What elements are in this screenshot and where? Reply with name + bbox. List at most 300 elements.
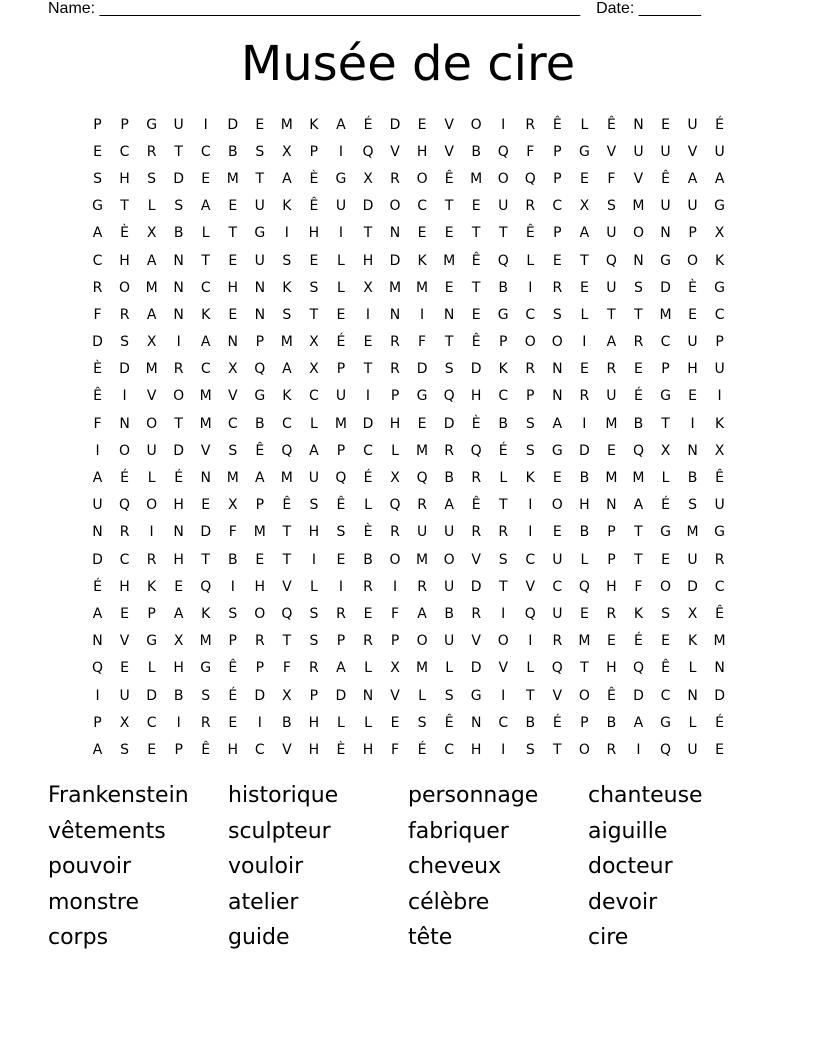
grid-letter: Q <box>119 497 131 514</box>
grid-letter: I <box>176 334 181 351</box>
grid-letter: É <box>715 714 725 731</box>
grid-letter: E <box>552 524 562 541</box>
grid-letter: R <box>498 524 509 541</box>
grid-letter: S <box>147 170 157 187</box>
grid-letter: D <box>119 361 130 378</box>
grid-letter: R <box>471 605 482 622</box>
grid-letter: O <box>389 198 401 215</box>
grid-letter: C <box>200 361 211 378</box>
grid-letter: S <box>201 687 211 704</box>
grid-letter: T <box>282 524 292 541</box>
header <box>48 0 701 18</box>
grid-letter: P <box>390 388 400 405</box>
grid-letter: M <box>605 470 618 487</box>
word-search-grid <box>84 111 733 764</box>
grid-letter: A <box>200 334 211 351</box>
word-list-item: sculpteur <box>228 818 331 844</box>
grid-row <box>84 573 733 600</box>
grid-letter: I <box>122 388 127 405</box>
grid-letter: V <box>471 633 481 650</box>
grid-letter: S <box>282 252 292 269</box>
grid-letter: F <box>634 578 643 595</box>
grid-letter: R <box>525 361 536 378</box>
grid-letter: X <box>660 442 671 459</box>
word-list-item: cheveux <box>408 854 502 879</box>
grid-letter: Q <box>497 252 509 269</box>
grid-letter: P <box>93 116 102 133</box>
grid-letter: R <box>525 198 536 215</box>
grid-letter: P <box>174 741 183 758</box>
grid-letter: X <box>146 334 157 351</box>
grid-letter: L <box>147 198 156 215</box>
grid-letter: T <box>661 415 670 432</box>
grid-letter: A <box>336 116 346 133</box>
grid-letter: B <box>471 143 481 160</box>
grid-row <box>84 111 733 138</box>
grid-letter: Q <box>524 170 536 187</box>
grid-letter: T <box>444 334 454 351</box>
grid-letter: R <box>254 633 265 650</box>
grid-letter: X <box>146 225 157 242</box>
grid-letter: E <box>363 605 373 622</box>
grid-letter: U <box>606 388 617 405</box>
grid-letter: E <box>228 198 238 215</box>
grid-letter: G <box>660 714 671 731</box>
grid-letter: U <box>687 116 698 133</box>
grid-letter: K <box>282 279 292 296</box>
grid-letter: T <box>607 306 616 323</box>
grid-letter: T <box>174 415 183 432</box>
grid-letter: E <box>390 714 400 731</box>
grid-letter: P <box>499 334 508 351</box>
grid-letter: T <box>634 306 643 323</box>
grid-letter: B <box>633 415 644 432</box>
grid-letter: X <box>119 714 130 731</box>
grid-letter: C <box>281 415 292 432</box>
grid-letter: C <box>146 714 157 731</box>
grid-letter: H <box>227 741 239 758</box>
grid-letter: K <box>147 578 157 595</box>
grid-letter: Ê <box>715 605 725 622</box>
word-list-item: historique <box>228 783 339 808</box>
grid-letter: E <box>147 741 157 758</box>
page-title: Musée de cire <box>240 36 576 92</box>
grid-letter: E <box>579 361 589 378</box>
grid-letter: B <box>227 143 238 160</box>
grid-letter: L <box>201 225 210 242</box>
grid-letter: A <box>309 442 319 459</box>
grid-letter: Q <box>281 442 293 459</box>
grid-letter: E <box>579 170 589 187</box>
grid-letter: I <box>365 306 371 323</box>
grid-letter: P <box>309 687 319 704</box>
grid-letter: È <box>309 170 319 187</box>
grid-letter: Q <box>470 442 482 459</box>
grid-letter: R <box>417 578 427 595</box>
grid-letter: É <box>634 388 643 405</box>
grid-letter: S <box>525 415 535 432</box>
grid-letter: T <box>120 198 129 215</box>
grid-letter: O <box>146 497 158 514</box>
grid-letter: B <box>173 225 184 242</box>
grid-letter: O <box>659 578 672 595</box>
grid-letter: Ê <box>471 334 481 351</box>
grid-letter: T <box>580 660 589 677</box>
grid-letter: Q <box>632 442 644 459</box>
grid-letter: X <box>714 442 725 459</box>
grid-letter: R <box>173 361 184 378</box>
grid-letter: R <box>525 116 536 133</box>
grid-letter: V <box>552 687 563 704</box>
word-list-item: chanteuse <box>588 783 703 808</box>
grid-letter: M <box>280 116 293 133</box>
grid-letter: É <box>498 442 508 459</box>
grid-letter: T <box>363 225 373 242</box>
grid-letter: E <box>120 605 129 622</box>
grid-letter: P <box>580 714 589 731</box>
grid-letter: L <box>580 551 589 568</box>
grid-letter: M <box>226 170 239 187</box>
grid-letter: D <box>92 334 103 351</box>
grid-letter: Q <box>92 660 104 677</box>
grid-letter: U <box>254 198 265 215</box>
grid-letter: A <box>552 415 563 432</box>
grid-letter: I <box>420 306 425 323</box>
grid-letter: X <box>309 361 319 378</box>
grid-letter: E <box>336 551 346 568</box>
grid-letter: A <box>579 225 590 242</box>
grid-letter: Q <box>551 660 563 677</box>
grid-letter: L <box>337 252 345 269</box>
grid-letter: T <box>471 225 481 242</box>
grid-letter: E <box>606 442 616 459</box>
grid-letter: M <box>253 524 266 541</box>
grid-letter: E <box>552 470 562 487</box>
grid-letter: N <box>552 388 563 405</box>
grid-letter: C <box>363 442 373 459</box>
grid-letter: L <box>499 470 508 487</box>
grid-letter: S <box>552 306 562 323</box>
grid-letter: I <box>392 578 398 595</box>
grid-letter: P <box>120 116 129 133</box>
grid-letter: D <box>362 415 374 432</box>
word-list-item: docteur <box>588 854 673 879</box>
grid-letter: O <box>119 279 131 296</box>
grid-letter: M <box>280 470 293 487</box>
grid-letter: T <box>201 551 210 568</box>
grid-letter: B <box>525 714 536 731</box>
grid-letter: G <box>146 116 158 133</box>
grid-letter: U <box>552 551 563 568</box>
grid-letter: K <box>309 116 319 133</box>
grid-letter: C <box>200 279 211 296</box>
grid-letter: E <box>579 279 589 296</box>
grid-letter: S <box>634 279 643 296</box>
grid-letter: R <box>714 551 725 568</box>
grid-letter: O <box>416 170 428 187</box>
grid-letter: E <box>471 198 481 215</box>
grid-letter: C <box>714 306 725 323</box>
grid-letter: A <box>444 497 454 514</box>
grid-letter: C <box>498 714 509 731</box>
grid-letter: S <box>498 551 508 568</box>
grid-letter: L <box>337 279 345 296</box>
grid-letter: E <box>634 361 643 378</box>
grid-letter: S <box>309 279 319 296</box>
grid-letter: L <box>526 660 535 677</box>
grid-letter: C <box>552 198 563 215</box>
grid-letter: Q <box>605 252 617 269</box>
grid-letter: T <box>634 551 643 568</box>
grid-letter: E <box>201 170 211 187</box>
word-list-item: guide <box>228 925 290 950</box>
grid-row <box>84 546 733 573</box>
grid-letter: N <box>633 116 644 133</box>
grid-letter: P <box>715 334 724 351</box>
grid-letter: T <box>255 170 265 187</box>
grid-letter: R <box>471 524 482 541</box>
grid-letter: K <box>525 470 535 487</box>
grid-letter: M <box>334 415 347 432</box>
grid-letter: L <box>364 497 372 514</box>
grid-letter: M <box>199 415 212 432</box>
grid-letter: D <box>200 524 212 541</box>
grid-letter: A <box>282 361 292 378</box>
grid-letter: O <box>254 605 266 622</box>
grid-letter: M <box>416 442 429 459</box>
grid-letter: X <box>363 170 373 187</box>
grid-letter: V <box>119 633 130 650</box>
grid-letter: I <box>95 687 100 704</box>
grid-letter: O <box>551 497 563 514</box>
grid-letter: É <box>661 497 670 514</box>
grid-letter: L <box>309 578 318 595</box>
grid-row <box>84 437 733 464</box>
grid-letter: M <box>578 633 591 650</box>
grid-letter: N <box>606 497 617 514</box>
grid-letter: C <box>200 143 211 160</box>
grid-letter: A <box>282 170 292 187</box>
grid-letter: I <box>311 551 316 568</box>
grid-letter: I <box>717 388 722 405</box>
grid-letter: V <box>444 143 454 160</box>
word-list-item: monstre <box>48 889 140 915</box>
grid-letter: O <box>416 633 428 650</box>
grid-letter: G <box>660 388 671 405</box>
grid-letter: V <box>687 143 698 160</box>
grid-letter: S <box>444 687 454 704</box>
grid-letter: H <box>687 361 698 378</box>
grid-letter: X <box>579 198 590 215</box>
grid-letter: U <box>687 551 698 568</box>
grid-row <box>84 682 733 709</box>
grid-letter: X <box>282 687 292 704</box>
grid-letter: I <box>528 633 533 650</box>
grid-letter: T <box>228 225 238 242</box>
grid-letter: E <box>661 633 670 650</box>
grid-letter: C <box>417 198 427 215</box>
grid-letter: I <box>528 279 533 296</box>
grid-letter: N <box>227 334 238 351</box>
grid-letter: S <box>336 524 346 541</box>
grid-letter: O <box>389 551 401 568</box>
grid-letter: G <box>551 442 563 459</box>
grid-letter: F <box>282 660 291 677</box>
grid-letter: F <box>526 143 535 160</box>
grid-letter: H <box>416 143 428 160</box>
grid-letter: M <box>659 306 672 323</box>
grid-letter: R <box>552 633 563 650</box>
grid-letter: Ê <box>228 660 238 677</box>
grid-letter: G <box>470 687 482 704</box>
grid-letter: E <box>661 116 670 133</box>
grid-letter: U <box>687 198 698 215</box>
grid-letter: D <box>714 687 725 704</box>
grid-letter: E <box>688 306 697 323</box>
grid-letter: X <box>687 605 698 622</box>
grid-letter: Ê <box>309 198 319 215</box>
grid-letter: Q <box>443 388 455 405</box>
word-list-item: vêtements <box>48 818 166 844</box>
grid-row <box>84 220 733 247</box>
grid-row <box>84 464 733 491</box>
grid-letter: E <box>661 551 670 568</box>
grid-letter: G <box>254 388 266 405</box>
grid-letter: P <box>607 551 616 568</box>
grid-letter: M <box>416 551 429 568</box>
grid-letter: S <box>309 605 319 622</box>
grid-letter: S <box>525 741 535 758</box>
grid-letter: F <box>93 306 102 323</box>
grid-letter: R <box>390 170 400 187</box>
grid-letter: È <box>363 524 373 541</box>
grid-letter: V <box>146 388 157 405</box>
grid-letter: C <box>227 415 238 432</box>
grid-letter: Ê <box>471 252 481 269</box>
grid-letter: B <box>444 470 454 487</box>
grid-letter: M <box>145 361 158 378</box>
grid-letter: C <box>660 334 671 351</box>
grid-letter: I <box>501 605 506 622</box>
grid-letter: V <box>444 116 454 133</box>
grid-letter: N <box>714 660 725 677</box>
grid-row <box>84 356 733 383</box>
grid-letter: Ê <box>606 687 616 704</box>
grid-row <box>84 736 733 763</box>
grid-letter: Q <box>659 741 672 758</box>
grid-letter: P <box>553 170 562 187</box>
grid-letter: N <box>687 442 698 459</box>
grid-letter: R <box>417 497 427 514</box>
grid-letter: R <box>92 279 103 296</box>
grid-letter: E <box>201 497 211 514</box>
grid-letter: E <box>228 714 238 731</box>
grid-letter: H <box>606 578 617 595</box>
grid-letter: H <box>173 551 184 568</box>
grid-letter: P <box>661 361 670 378</box>
grid-letter: N <box>92 633 103 650</box>
grid-letter: S <box>255 143 265 160</box>
grid-letter: G <box>416 388 428 405</box>
grid-letter: H <box>362 741 374 758</box>
grid-letter: U <box>173 116 184 133</box>
grid-row <box>84 138 733 165</box>
grid-letter: L <box>418 687 426 704</box>
grid-letter: D <box>173 442 185 459</box>
grid-letter: C <box>552 578 563 595</box>
grid-letter: B <box>579 524 590 541</box>
grid-letter: D <box>227 116 239 133</box>
grid-letter: M <box>443 252 456 269</box>
grid-letter: È <box>688 279 697 296</box>
grid-letter: M <box>686 524 699 541</box>
grid-letter: C <box>714 578 725 595</box>
grid-letter: U <box>308 470 320 487</box>
grid-letter: T <box>498 578 508 595</box>
grid-row <box>84 247 733 274</box>
grid-letter: O <box>551 334 563 351</box>
grid-letter: G <box>335 170 347 187</box>
grid-letter: N <box>173 306 184 323</box>
grid-letter: F <box>228 524 237 541</box>
grid-letter: A <box>336 660 346 677</box>
grid-letter: U <box>444 633 455 650</box>
grid-letter: R <box>579 388 590 405</box>
grid-letter: E <box>255 551 265 568</box>
grid-letter: B <box>498 415 509 432</box>
grid-letter: N <box>443 306 455 323</box>
grid-letter: G <box>254 225 266 242</box>
grid-letter: M <box>388 279 402 296</box>
grid-letter: G <box>714 279 726 296</box>
grid-letter: E <box>120 660 129 677</box>
grid-letter: U <box>552 605 563 622</box>
word-list <box>48 780 768 958</box>
grid-letter: K <box>201 605 211 622</box>
grid-letter: I <box>230 578 235 595</box>
grid-letter: N <box>660 225 671 242</box>
grid-letter: L <box>147 470 156 487</box>
grid-letter: È <box>471 415 481 432</box>
grid-letter: I <box>636 741 641 758</box>
grid-letter: B <box>227 551 238 568</box>
word-list-item: pouvoir <box>48 854 132 879</box>
grid-letter: R <box>119 306 130 323</box>
grid-letter: I <box>365 388 371 405</box>
grid-letter: Q <box>578 578 590 595</box>
grid-letter: O <box>497 170 509 187</box>
grid-letter: R <box>606 361 617 378</box>
grid-letter: B <box>363 551 373 568</box>
grid-letter: P <box>336 361 346 378</box>
grid-letter: U <box>660 143 671 160</box>
grid-letter: K <box>282 198 292 215</box>
grid-letter: P <box>336 633 346 650</box>
grid-letter: F <box>93 415 102 432</box>
grid-row <box>84 301 733 328</box>
grid-letter: E <box>336 306 346 323</box>
grid-letter: R <box>471 470 482 487</box>
grid-letter: T <box>282 633 292 650</box>
grid-letter: C <box>119 551 130 568</box>
grid-letter: E <box>715 741 725 758</box>
grid-letter: L <box>391 442 399 459</box>
grid-letter: A <box>633 714 644 731</box>
grid-letter: L <box>580 306 589 323</box>
grid-letter: A <box>417 605 427 622</box>
grid-letter: D <box>633 687 644 704</box>
grid-letter: H <box>254 578 266 595</box>
